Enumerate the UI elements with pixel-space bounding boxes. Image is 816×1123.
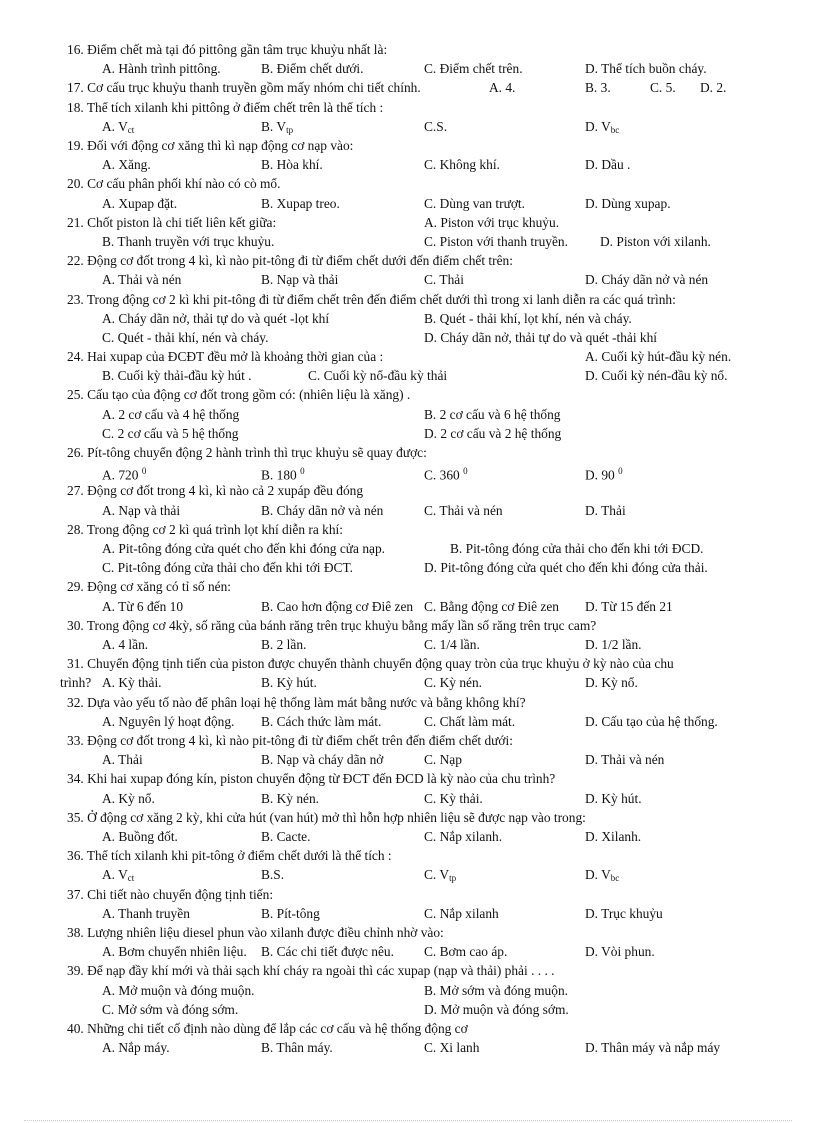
answer-option: C. Bằng động cơ Điê zen (424, 598, 560, 614)
question-23 (0, 290, 816, 348)
answer-option: C. 5. (650, 80, 676, 96)
question-text: 23. Trong động cơ 2 kì khi pit-tông đi từ điểm chết trên đến điểm chết dưới thì trong xi lanh diễn ra các quá trình: (67, 291, 676, 307)
question-35 (0, 808, 816, 846)
footer-divider (24, 1120, 792, 1121)
options-row (0, 789, 816, 808)
question-text: 32. Dựa vào yếu tố nào để phân loại hệ thống làm mát bằng nước và bằng không khí? (67, 694, 526, 710)
question-17 (0, 78, 816, 97)
question-16 (0, 40, 816, 78)
degree-mark: 0 (463, 466, 468, 477)
answer-option: B. Cacte. (261, 828, 311, 844)
answer-option: A. Piston với trục khuỷu. (424, 214, 560, 230)
answer-option: B.S. (261, 867, 285, 883)
answer-option: B. Pit-tông đóng cửa thải cho đến khi tới ĐCD. (450, 541, 704, 557)
answer-option: A. Buồng đốt. (102, 828, 178, 844)
question-text: 30. Trong động cơ 4kỳ, số răng của bánh răng trên trục khuỷu bằng mấy lần số răng trên trục cam? (67, 617, 597, 633)
options-row (0, 462, 816, 481)
options-row (0, 405, 816, 424)
answer-option: B. Cách thức làm mát. (261, 713, 382, 729)
answer-option: D. Piston với xilanh. (600, 233, 711, 249)
answer-option: A. Thải (102, 752, 143, 768)
question-27 (0, 481, 816, 519)
answer-option: C. Kỳ thải. (424, 790, 483, 806)
answer-option: D. Dùng xupap. (585, 195, 671, 211)
subscript: bc (610, 873, 620, 884)
answer-option: B. Mở sớm và đóng muộn. (424, 982, 568, 998)
answer-option: A. Thải và nén (102, 272, 182, 288)
answer-option: D. Cấu tạo của hệ thống. (585, 713, 718, 729)
answer-option: C. Dùng van trượt. (424, 195, 525, 211)
answer-option: B. Các chi tiết được nêu. (261, 944, 394, 960)
question-19 (0, 136, 816, 174)
answer-option: D. Thải và nén (585, 752, 665, 768)
question-text: 22. Động cơ đốt trong 4 kì, kì nào pit-tông đi từ điểm chết dưới đến điểm chết trên: (67, 253, 513, 269)
answer-option: A. Hành trình pittông. (102, 61, 221, 77)
answer-option: A. 720 $^0$ (102, 466, 147, 483)
options-row (0, 501, 816, 520)
answer-option: C. Nắp xilanh (424, 905, 499, 921)
answer-option: C. Cuối kỳ nổ-đầu kỳ thải (308, 368, 448, 384)
options-row (0, 712, 816, 731)
answer-option: D. Thân máy và nắp máy (585, 1040, 721, 1056)
answer-option: A. Từ 6 đến 10 (102, 598, 184, 614)
answer-option: A. 4. (489, 80, 516, 96)
question-text: 39. Để nạp đầy khí mới và thải sạch khí cháy ra ngoài thì các xupap (nạp và thải) phải . . . . (67, 963, 555, 979)
question-text: 27. Động cơ đốt trong 4 kì, kì nào cả 2 xupáp đều đóng (67, 483, 364, 499)
answer-option: D. $V_{bc}$ (585, 867, 620, 884)
options-row (0, 1000, 816, 1019)
answer-option: A. Kỳ nổ. (102, 790, 155, 806)
answer-option: C. Thải và nén (424, 502, 503, 518)
answer-option: A. Xăng. (102, 157, 151, 173)
options-row (0, 558, 816, 577)
answer-option: D. Kỳ hút. (585, 790, 642, 806)
subscript: bc (610, 124, 620, 135)
question-text: 37. Chi tiết nào chuyển động tịnh tiến: (67, 886, 274, 902)
subscript: tp (449, 873, 457, 884)
answer-option: B. 180 $^0$ (261, 466, 305, 483)
question-20 (0, 174, 816, 212)
answer-option: A. Bơm chuyển nhiên liệu. (102, 944, 247, 960)
options-row (0, 635, 816, 654)
options-row (0, 270, 816, 289)
answer-option: A. 4 lần. (102, 637, 149, 652)
answer-option: B. 3. (585, 80, 611, 96)
answer-option: C. Thải (424, 272, 464, 288)
answer-option: A. Nắp máy. (102, 1040, 170, 1056)
options-row (0, 117, 816, 136)
answer-option: A. Cuối kỳ hút-đầu kỳ nén. (585, 349, 732, 365)
answer-option: B. Cháy dãn nở và nén (261, 502, 384, 518)
question-26 (0, 443, 816, 481)
answer-option: C. 360 $^0$ (424, 466, 468, 483)
answer-option: C. Không khí. (424, 157, 500, 173)
answer-option: D. Trục khuỷu (585, 905, 663, 921)
answer-option: C. Điểm chết trên. (424, 61, 523, 77)
answer-option: A. 2 cơ cấu và 4 hệ thống (102, 406, 240, 422)
answer-option: B. Cao hơn động cơ Điê zen (261, 598, 414, 614)
answer-option: B. Thanh truyền với trục khuỷu. (102, 233, 275, 249)
answer-option: D. Xilanh. (585, 828, 642, 844)
answer-option: A. Kỳ thải. (102, 675, 162, 691)
answer-option: B. $V_{tp}$ (261, 118, 294, 135)
question-text: 36. Thể tích xilanh khi pit-tông ở điểm chết dưới là thể tích : (67, 848, 392, 864)
question-30 (0, 616, 816, 654)
answer-option: C. Chất làm mát. (424, 713, 516, 729)
question-22 (0, 251, 816, 289)
answer-option: D. Dầu . (585, 157, 631, 173)
answer-option: D. Kỳ nổ. (585, 675, 638, 691)
answer-option: D. Thể tích buồn cháy. (585, 61, 707, 77)
options-row (0, 981, 816, 1000)
question-text-continued: trình? (60, 675, 92, 691)
question-text: 25. Cấu tạo của động cơ đốt trong gồm có: (nhiên liệu là xăng) . (67, 387, 411, 403)
answer-option: A. Pit-tông đóng cửa quét cho đến khi đóng cửa nạp. (102, 541, 386, 557)
question-text: 29. Động cơ xăng có tỉ số nén: (67, 579, 232, 595)
options-row (0, 827, 816, 846)
question-text: 35. Ở động cơ xăng 2 kỳ, khi cửa hút (van hút) mở thì hỗn hợp nhiên liệu sẽ được nạp vào trong: (67, 809, 586, 825)
question-text: 21. Chốt piston là chi tiết liên kết giữa: (67, 214, 277, 230)
answer-option: B. Kỳ nén. (261, 790, 320, 806)
answer-option: C. 1/4 lần. (424, 637, 480, 652)
degree-mark: 0 (618, 466, 623, 477)
answer-option: C. Piston với thanh truyền. (424, 233, 568, 249)
question-stem (0, 78, 816, 97)
question-text: 31. Chuyển động tịnh tiến của piston được chuyển thành chuyển động quay tròn của trục khuỷu ở kỳ nào của chu (67, 656, 674, 672)
answer-option: D. 90 $^0$ (585, 466, 623, 483)
question-text: 18. Thể tích xilanh khi pittông ở điểm chết trên là thể tích : (67, 99, 384, 115)
question-text: 20. Cơ cấu phân phối khí nào có cò mổ. (67, 176, 281, 192)
answer-option: D. Từ 15 đến 21 (585, 598, 673, 614)
answer-option: C. 2 cơ cấu và 5 hệ thống (102, 425, 239, 441)
answer-option: C. $V_{tp}$ (424, 867, 457, 884)
question-text: 26. Pít-tông chuyển động 2 hành trình thì trục khuỷu sẽ quay được: (67, 445, 427, 461)
answer-option: D. Mở muộn và đóng sớm. (424, 1001, 569, 1017)
options-row (0, 366, 816, 385)
answer-option: C. Bơm cao áp. (424, 944, 508, 960)
answer-option: A. $V_{ct}$ (102, 867, 135, 884)
answer-option: B. Thân máy. (261, 1040, 333, 1056)
answer-option: D. 1/2 lần. (585, 637, 642, 652)
question-37 (0, 885, 816, 923)
answer-option: D. Vòi phun. (585, 944, 655, 960)
answer-option: A. Mở muộn và đóng muộn. (102, 982, 255, 998)
question-stem (0, 347, 816, 366)
answer-option: D. 2 cơ cấu và 2 hệ thống (424, 425, 562, 441)
question-29 (0, 577, 816, 615)
subscript: ct (127, 124, 135, 135)
subscript: ct (127, 873, 135, 884)
answer-option: C. Nắp xilanh. (424, 828, 503, 844)
question-18 (0, 98, 816, 136)
answer-option: B. Kỳ hút. (261, 675, 317, 691)
question-text: 17. Cơ cấu trục khuỷu thanh truyền gồm mấy nhóm chi tiết chính. (67, 80, 421, 96)
options-row (0, 155, 816, 174)
options-row (0, 539, 816, 558)
answer-option: A. Cháy dãn nở, thải tự do và quét -lọt khí (102, 310, 330, 326)
answer-option: A. $V_{ct}$ (102, 118, 135, 135)
question-24 (0, 347, 816, 385)
options-row (0, 1038, 816, 1057)
question-text: 24. Hai xupap của ĐCĐT đều mở là khoảng thời gian của : (67, 349, 384, 365)
answer-option: C. Kỳ nén. (424, 675, 483, 691)
question-32 (0, 693, 816, 731)
answer-option: D. $V_{bc}$ (585, 118, 620, 135)
answer-option: C. Nạp (424, 752, 462, 768)
answer-option: B. Nạp và cháy dãn nở (261, 752, 384, 768)
options-row (0, 194, 816, 213)
question-text: 34. Khi hai xupap đóng kín, piston chuyển động từ ĐCT đến ĐCD là kỳ nào của chu trình? (67, 771, 556, 787)
question-text: 38. Lượng nhiên liệu diesel phun vào xilanh được điều chỉnh nhờ vào: (67, 924, 444, 940)
question-text: 40. Những chi tiết cố định nào dùng để lắp các cơ cấu và hệ thống động cơ (67, 1020, 468, 1036)
answer-option: A. Thanh truyền (102, 905, 190, 921)
answer-option: D. 2. (700, 80, 727, 96)
options-row (0, 673, 816, 692)
options-row (0, 59, 816, 78)
answer-option: C. Quét - thải khí, nén và cháy. (102, 329, 269, 345)
question-28 (0, 520, 816, 578)
answer-option: B. Điểm chết dưới. (261, 61, 364, 77)
answer-option: D. Cháy dãn nở, thải tự do và quét -thải khí (424, 329, 658, 345)
answer-option: B. Cuối kỳ thải-đầu kỳ hút . (102, 368, 252, 384)
answer-option: D. Pit-tông đóng cửa quét cho đến khi đóng cửa thải. (424, 560, 708, 576)
options-row (0, 232, 816, 251)
answer-option: B. Nạp và thải (261, 272, 339, 288)
options-row (0, 424, 816, 443)
answer-option: B. Pít-tông (261, 905, 320, 921)
question-stem (0, 213, 816, 232)
answer-option: A. Xupap đặt. (102, 195, 178, 211)
answer-option: B. 2 lần. (261, 637, 307, 652)
question-36 (0, 846, 816, 884)
answer-option: C.S. (424, 118, 448, 134)
options-row (0, 328, 816, 347)
question-21 (0, 213, 816, 251)
question-text: 19. Đối với động cơ xăng thì kì nạp động cơ nạp vào: (67, 137, 354, 153)
answer-option: B. 2 cơ cấu và 6 hệ thống (424, 406, 561, 422)
question-33 (0, 731, 816, 769)
answer-option: D. Thải (585, 502, 626, 518)
answer-option: C. Mở sớm và đóng sớm. (102, 1001, 239, 1017)
options-row (0, 942, 816, 961)
answer-option: D. Cháy dãn nở và nén (585, 272, 709, 288)
answer-option: B. Quét - thải khí, lọt khí, nén và cháy. (424, 310, 632, 326)
options-row (0, 597, 816, 616)
subscript: tp (286, 124, 294, 135)
degree-mark: 0 (141, 466, 147, 477)
question-31 (0, 654, 816, 692)
question-25 (0, 385, 816, 443)
answer-option: C. Xi lanh (424, 1040, 480, 1056)
options-row (0, 309, 816, 328)
options-row (0, 750, 816, 769)
answer-option: B. Hòa khí. (261, 157, 323, 173)
answer-option: A. Nguyên lý hoạt động. (102, 713, 235, 729)
answer-option: D. Cuối kỳ nén-đầu kỳ nổ. (585, 368, 728, 384)
question-text: 16. Điểm chết mà tại đó pittông gần tâm trục khuỷu nhất là: (67, 42, 388, 57)
quiz-sheet (0, 40, 816, 1057)
question-40 (0, 1019, 816, 1057)
answer-option: A. Nạp và thải (102, 502, 181, 518)
question-text: 28. Trong động cơ 2 kì quá trình lọt khí diễn ra khí: (67, 521, 343, 537)
answer-option: C. Pit-tông đóng cửa thải cho đến khi tới ĐCT. (102, 560, 354, 576)
question-39 (0, 961, 816, 1019)
question-text: 33. Động cơ đốt trong 4 kì, kì nào pit-tông đi từ điểm chết trên đến điểm chết dưới: (67, 732, 513, 748)
options-row (0, 865, 816, 884)
answer-option: B. Xupap treo. (261, 195, 340, 211)
degree-mark: 0 (300, 466, 305, 477)
question-34 (0, 769, 816, 807)
question-38 (0, 923, 816, 961)
options-row (0, 904, 816, 923)
